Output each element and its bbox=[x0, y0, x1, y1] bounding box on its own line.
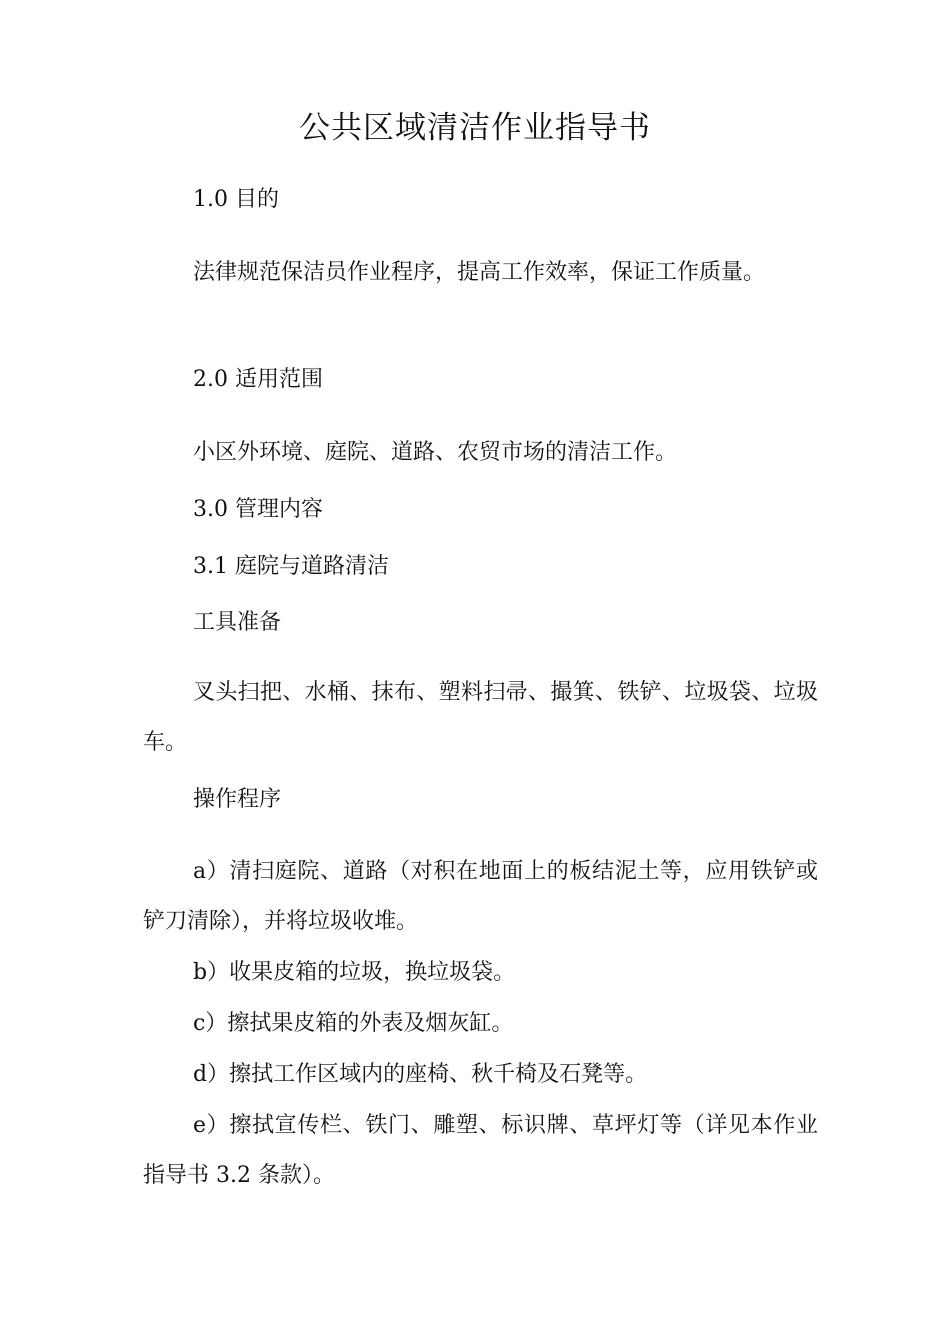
paragraph-scope: 小区外环境、庭院、道路、农贸市场的清洁工作。 bbox=[193, 440, 678, 465]
step-a: a）清扫庭院、道路（对积在地面上的板结泥土等，应用铁铲或铲刀清除），并将垃圾收堆。 bbox=[143, 859, 818, 934]
step-d: d）擦拭工作区域内的座椅、秋千椅及石凳等。 bbox=[193, 1062, 648, 1087]
paragraph-tools: 叉头扫把、水桶、抹布、塑料扫帚、撮箕、铁铲、垃圾袋、垃圾车。 bbox=[143, 680, 818, 755]
step-b: b）收果皮箱的垃圾，换垃圾袋。 bbox=[193, 960, 516, 985]
section-heading-management: 3.0 管理内容 bbox=[193, 497, 323, 522]
heading-tool-preparation: 工具准备 bbox=[193, 610, 282, 635]
section-heading-purpose: 1.0 目的 bbox=[193, 187, 279, 212]
section-heading-scope: 2.0 适用范围 bbox=[193, 367, 323, 392]
subsection-heading-courtyard: 3.1 庭院与道路清洁 bbox=[193, 554, 389, 579]
paragraph-purpose: 法律规范保洁员作业程序，提高工作效率，保证工作质量。 bbox=[193, 260, 766, 285]
step-c: c）擦拭果皮箱的外表及烟灰缸。 bbox=[193, 1011, 514, 1036]
document-title: 公共区域清洁作业指导书 bbox=[299, 110, 651, 146]
step-e: e）擦拭宣传栏、铁门、雕塑、标识牌、草坪灯等（详见本作业指导书 3.2 条款）。 bbox=[143, 1113, 818, 1188]
heading-operation-procedure: 操作程序 bbox=[193, 787, 282, 812]
